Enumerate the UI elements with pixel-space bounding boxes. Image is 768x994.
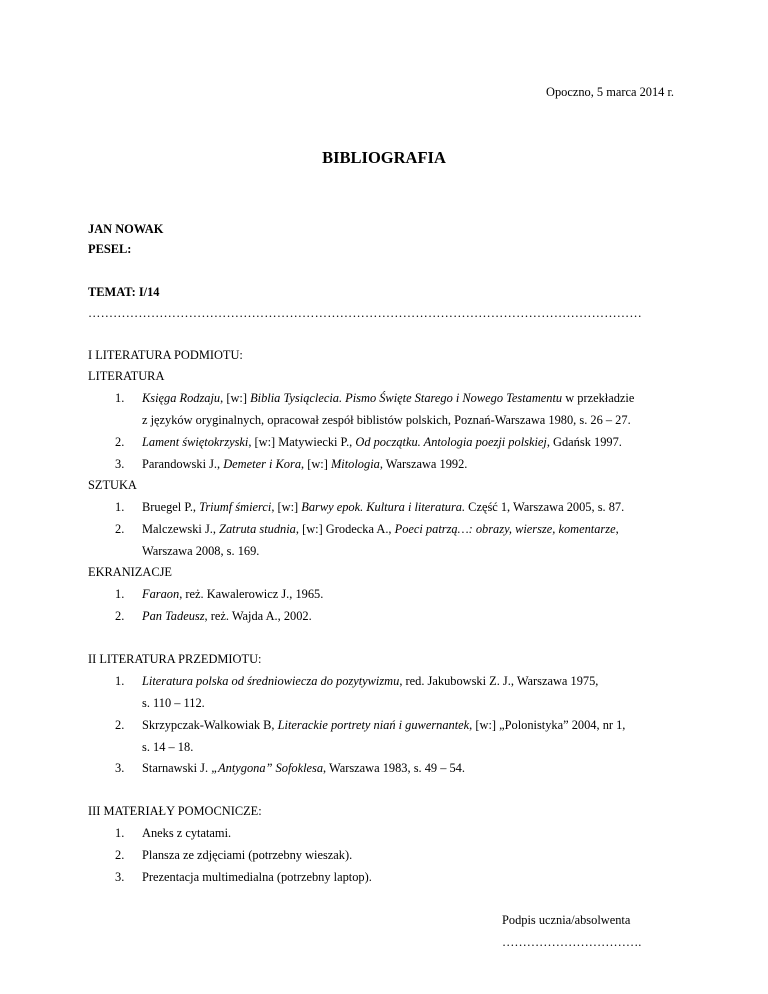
list-item-number: 1. <box>115 826 125 840</box>
entry-text: Starnawski J. <box>142 761 212 775</box>
document-title: BIBLIOGRAFIA <box>322 148 446 167</box>
bibliography-entry <box>142 434 622 450</box>
italic-title-text: Od początku. Antologia poezji polskiej <box>355 435 547 449</box>
italic-title-text: Faraon <box>142 587 180 601</box>
list-item-number: 2. <box>115 848 125 862</box>
student-name: JAN NOWAK <box>88 222 164 236</box>
entry-text: Skrzypczak-Walkowiak B, <box>142 718 278 732</box>
entry-text: , reż. Wajda A., 2002. <box>204 609 312 623</box>
entry-text: , Warszawa 1992. <box>379 457 468 471</box>
material-item: Plansza ze zdjęciami (potrzebny wieszak). <box>142 848 353 862</box>
list-item-number: 1. <box>115 587 125 601</box>
entry-text: Część 1, Warszawa 2005, s. 87. <box>465 500 625 514</box>
italic-title-text: Poeci patrzą…: obrazy, wiersze, komentarze <box>394 522 616 536</box>
italic-title-text: Mitologia <box>330 457 380 471</box>
bibliography-entry-continuation: z języków oryginalnych, opracował zespół biblistów polskich, Poznań-Warszawa 1980, s. 26 – 27. <box>142 413 631 427</box>
italic-title-text: Księga Rodzaju <box>142 391 221 405</box>
entry-text: , Gdańsk 1997. <box>546 435 622 449</box>
subsection-heading-literatura: LITERATURA <box>88 369 165 383</box>
material-item: Aneks z cytatami. <box>142 826 232 840</box>
entry-text: Malczewski J., <box>142 522 220 536</box>
subsection-heading-ekranizacje: EKRANIZACJE <box>88 565 172 579</box>
list-item-number: 1. <box>115 674 125 688</box>
list-item-number: 1. <box>115 391 125 405</box>
list-item-number: 3. <box>115 457 125 471</box>
entry-text: , [w:] „Polonistyka” 2004, nr 1, <box>469 718 626 732</box>
entry-text: , <box>615 522 619 536</box>
italic-title-text: Literackie portrety niań i guwernantek <box>277 718 470 732</box>
entry-text: , [w:] <box>271 500 302 514</box>
bibliography-entry <box>142 499 624 515</box>
entry-text: , Warszawa 1983, s. 49 – 54. <box>323 761 465 775</box>
material-item: Prezentacja multimedialna (potrzebny laptop). <box>142 870 372 884</box>
section-heading-primary-literature: I LITERATURA PODMIOTU: <box>88 348 243 362</box>
subsection-heading-sztuka: SZTUKA <box>88 478 137 492</box>
bibliography-entry <box>142 456 467 472</box>
list-item-number: 2. <box>115 718 125 732</box>
signature-line: ……………………………. <box>502 935 642 949</box>
italic-title-text: Literatura polska od średniowiecza do pozytywizmu <box>142 674 400 688</box>
entry-text: Bruegel P., <box>142 500 200 514</box>
entry-text: , reż. Kawalerowicz J., 1965. <box>179 587 324 601</box>
italic-title-text: Lament świętokrzyski <box>142 435 249 449</box>
list-item-number: 3. <box>115 761 125 775</box>
entry-text: Parandowski J., <box>142 457 224 471</box>
italic-title-text: Triumf śmierci <box>199 500 272 514</box>
bibliography-entry <box>142 390 634 406</box>
dotted-separator: …………………………………………………………………………………………………………………… <box>88 306 642 320</box>
bibliography-entry <box>142 586 323 602</box>
list-item-number: 3. <box>115 870 125 884</box>
bibliography-entry-continuation: Warszawa 2008, s. 169. <box>142 544 260 558</box>
entry-text: , [w:] Matywiecki P., <box>248 435 356 449</box>
bibliography-entry-continuation: s. 14 – 18. <box>142 740 194 754</box>
signature-label: Podpis ucznia/absolwenta <box>502 913 631 927</box>
bibliography-entry <box>142 717 625 733</box>
topic-label: TEMAT: I/14 <box>88 285 160 299</box>
bibliography-entry <box>142 760 465 776</box>
list-item-number: 2. <box>115 609 125 623</box>
italic-title-text: Pan Tadeusz <box>142 609 205 623</box>
pesel-label: PESEL: <box>88 242 132 256</box>
bibliography-entry <box>142 521 619 537</box>
bibliography-entry <box>142 673 598 689</box>
entry-text: , [w:] <box>220 391 251 405</box>
italic-title-text: Barwy epok. Kultura i literatura. <box>301 500 466 514</box>
italic-title-text: Zatruta studnia <box>219 522 296 536</box>
list-item-number: 2. <box>115 435 125 449</box>
entry-text: w przekładzie <box>562 391 635 405</box>
list-item-number: 1. <box>115 500 125 514</box>
italic-title-text: Biblia Tysiąclecia. Pismo Święte Starego i Nowego Testamentu <box>250 391 563 405</box>
entry-text: , [w:] Grodecka A., <box>295 522 395 536</box>
list-item-number: 2. <box>115 522 125 536</box>
italic-title-text: Demeter i Kora <box>223 457 302 471</box>
entry-text: , red. Jakubowski Z. J., Warszawa 1975, <box>399 674 599 688</box>
italic-title-text: „Antygona” Sofoklesa <box>211 761 324 775</box>
section-heading-secondary-literature: II LITERATURA PRZEDMIOTU: <box>88 652 262 666</box>
bibliography-entry-continuation: s. 110 – 112. <box>142 696 205 710</box>
bibliography-entry <box>142 608 312 624</box>
section-heading-supporting-materials: III MATERIAŁY POMOCNICZE: <box>88 804 262 818</box>
document-date: Opoczno, 5 marca 2014 r. <box>546 85 674 99</box>
entry-text: , [w:] <box>301 457 331 471</box>
